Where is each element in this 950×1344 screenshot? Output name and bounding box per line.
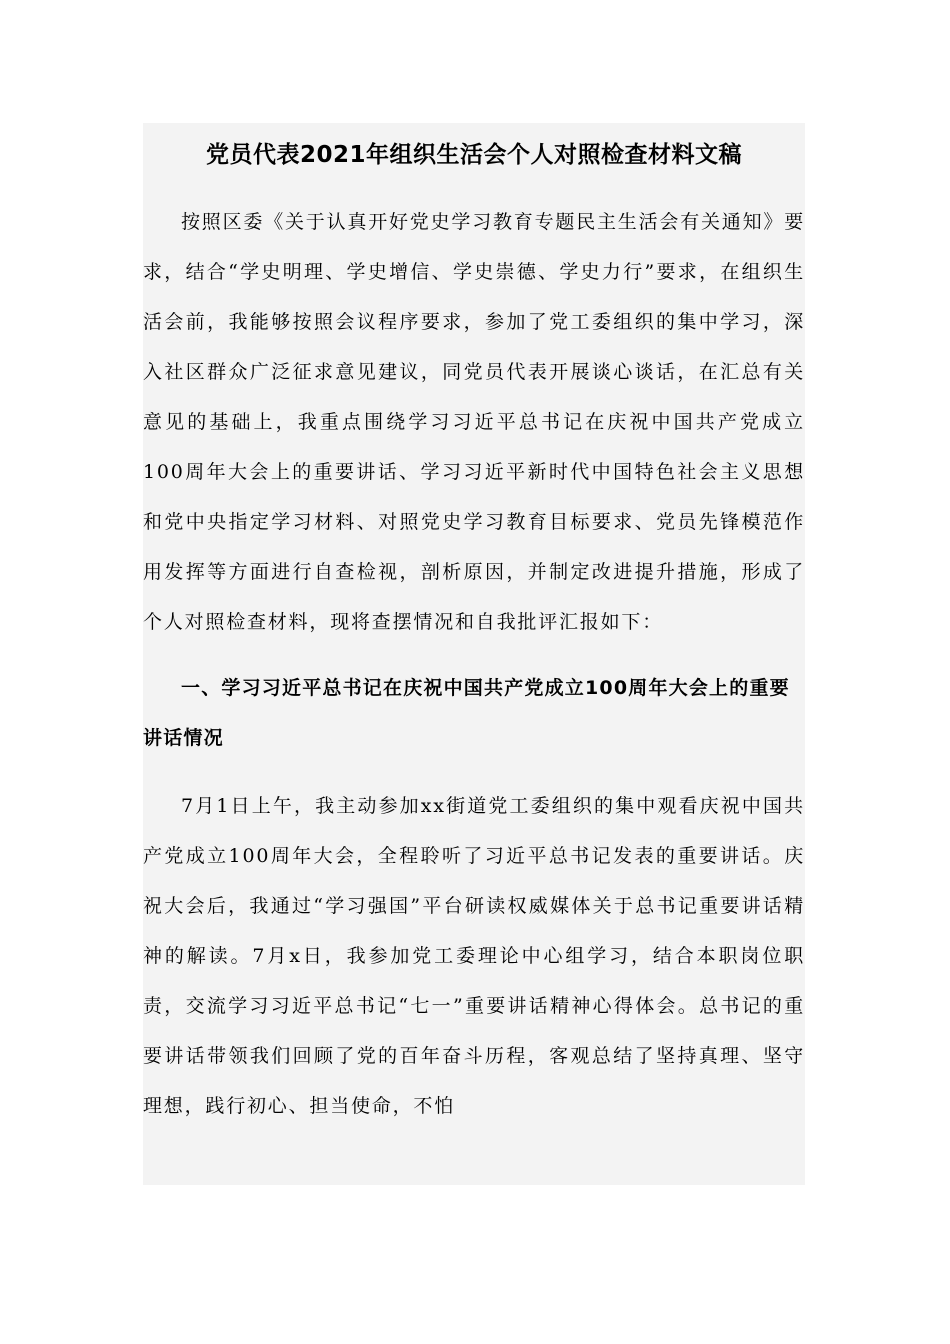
section-1-heading: 一、学习习近平总书记在庆祝中国共产党成立100周年大会上的重要讲话情况 [143,677,790,749]
section-1-paragraph: 7月1日上午，我主动参加xx街道党工委组织的集中观看庆祝中国共产党成立100周年大会，全程聆听了习近平总书记发表的重要讲话。庆祝大会后，我通过“学习强国”平台研读权威媒体关于总书记重要讲话精神的解读。7月x日，我参加党工委理论中心组学习，结合本职岗位职责，交流学习习近平总书记“七一”重要讲话精神心得体会。总书记的重要讲话带领我们回顾了党的百年奋斗历程，客观总结了坚持真理、坚守理想，践行初心、担当使命，不怕 [143,795,805,1117]
document-page [143,123,805,1185]
intro-paragraph: 按照区委《关于认真开好党史学习教育专题民主生活会有关通知》要求，结合“学史明理、学史增信、学史崇德、学史力行”要求，在组织生活会前，我能够按照会议程序要求，参加了党工委组织的集中学习，深入社区群众广泛征求意见建议，同党员代表开展谈心谈话，在汇总有关意见的基础上，我重点围绕学习习近平总书记在庆祝中国共产党成立100周年大会上的重要讲话、学习习近平新时代中国特色社会主义思想和党中央指定学习材料、对照党史学习教育目标要求、党员先锋模范作用发挥等方面进行自查检视，剖析原因，并制定改进提升措施，形成了个人对照检查材料，现将查摆情况和自我批评汇报如下： [143,211,806,633]
document-title: 党员代表2021年组织生活会个人对照检查材料文稿 [205,142,742,168]
